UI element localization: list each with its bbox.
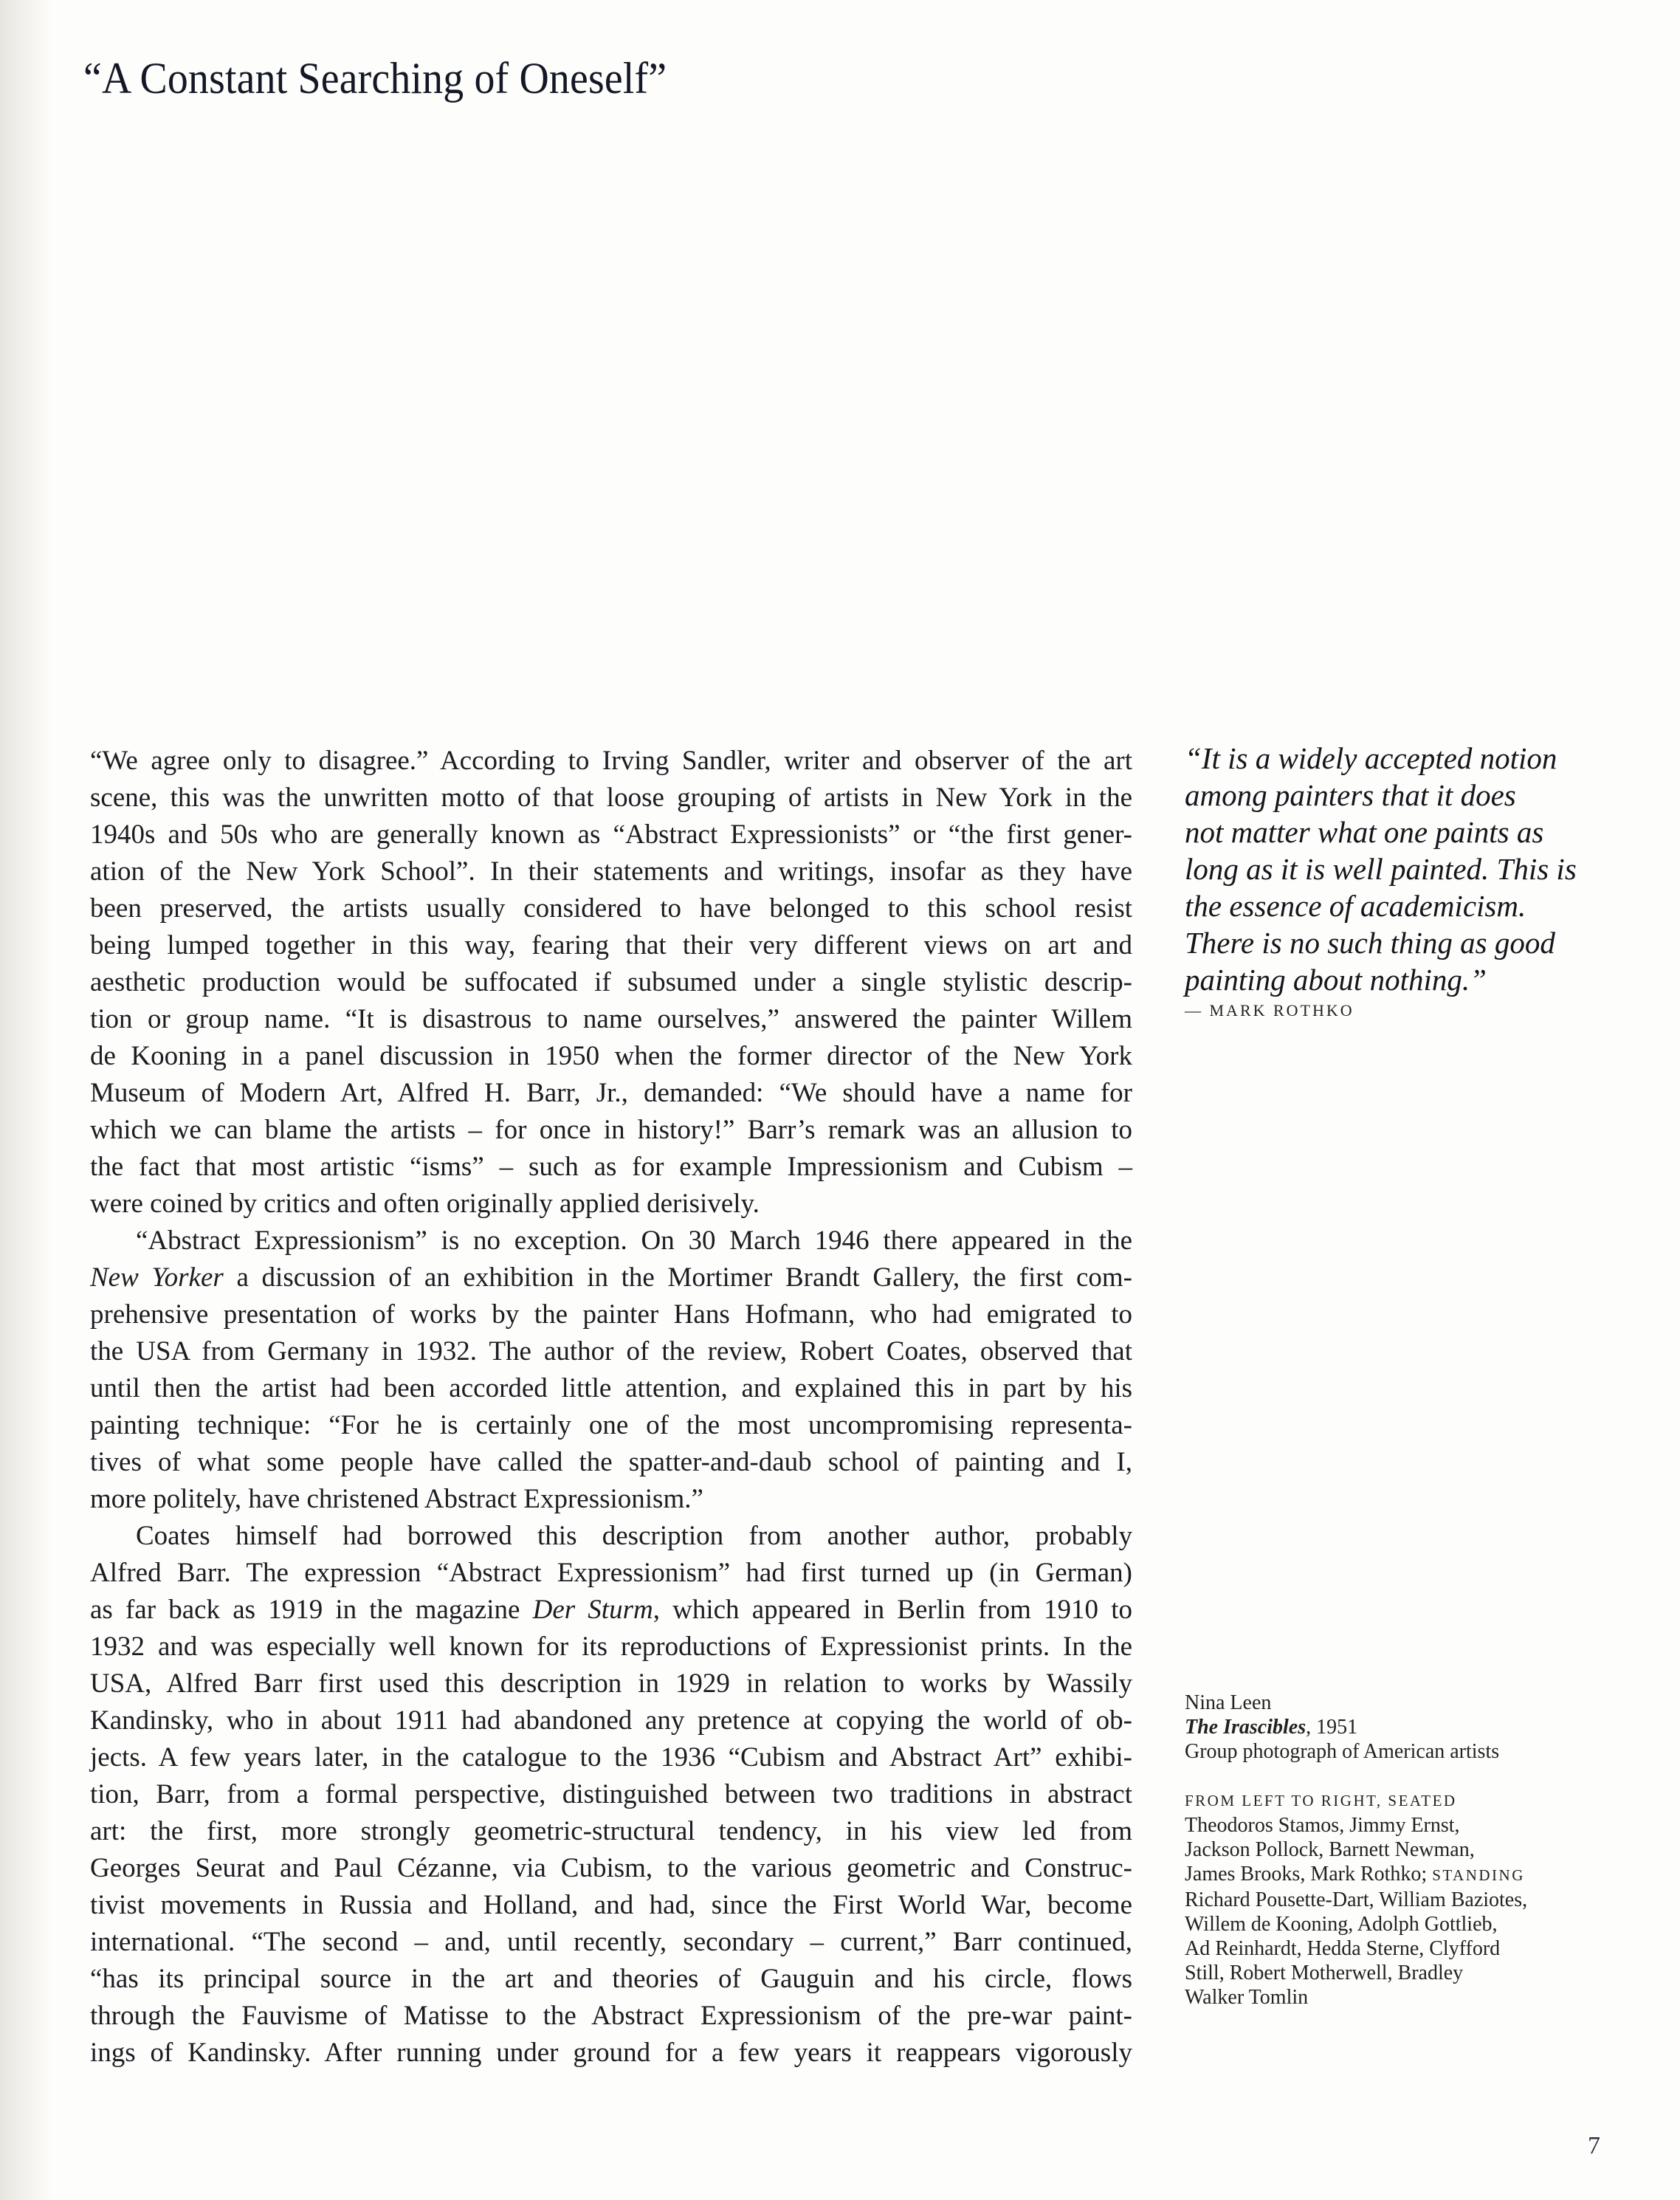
- text-run: de Kooning in a panel discussion in 1950 when the former director of the New York: [90, 1041, 1132, 1071]
- body-text-line: [90, 1629, 1132, 1666]
- body-text-line: [90, 1555, 1132, 1592]
- pull-quote-line: the essence of academicism.: [1185, 889, 1526, 923]
- italic-title: New Yorker: [90, 1262, 224, 1293]
- body-text-line: [90, 1407, 1132, 1444]
- artist-names: Ad Reinhardt, Hedda Sterne, Clyfford: [1185, 1937, 1501, 1960]
- caption-work-line: [1185, 1715, 1613, 1739]
- body-text-line: [90, 1296, 1132, 1333]
- body-text-line: [90, 1149, 1132, 1186]
- text-run: the fact that most artistic “isms” – such as for example Impressionism and Cubism –: [90, 1152, 1132, 1182]
- caption-description: Group photograph of American artists: [1185, 1740, 1500, 1763]
- body-text-line: [90, 1112, 1132, 1149]
- text-run: as far back as 1919 in the magazine: [90, 1595, 533, 1625]
- caption-names-line: [1185, 1888, 1613, 1912]
- text-run: “Abstract Expressionism” is no exception. On 30 March 1946 there appeared in the: [136, 1226, 1132, 1256]
- italic-title: Der Sturm: [532, 1595, 653, 1625]
- text-run: through the Fauvisme of Matisse to the Abstract Expressionism of the pre-war paint-: [90, 2001, 1132, 2031]
- text-run: scene, this was the unwritten motto of that loose grouping of artists in New York in the: [90, 783, 1132, 813]
- body-text-line: [90, 1998, 1132, 2035]
- text-run: prehensive presentation of works by the painter Hans Hofmann, who had emigrated to: [90, 1299, 1132, 1330]
- pull-quote-line: “It is a widely accepted notion: [1185, 741, 1557, 775]
- artist-names: Still, Robert Motherwell, Bradley: [1185, 1962, 1464, 1984]
- text-run: tivist movements in Russia and Holland, and had, since the First World War, become: [90, 1890, 1132, 1920]
- artist-names: Jackson Pollock, Barnett Newman,: [1185, 1838, 1475, 1861]
- text-run: Kandinsky, who in about 1911 had abandoned any pretence at copying the world of ob-: [90, 1705, 1132, 1736]
- caption-spacer: [1185, 1764, 1613, 1789]
- body-text-line: [90, 853, 1132, 890]
- text-run: Alfred Barr. The expression “Abstract Expressionism” had first turned up (in German): [90, 1558, 1132, 1588]
- caption-names-line: [1185, 1936, 1613, 1961]
- body-text-line: [90, 1444, 1132, 1481]
- pull-quote-attribution: — MARK ROTHKO: [1185, 1001, 1354, 1020]
- text-run: ation of the New York School”. In their statements and writings, insofar as they have: [90, 856, 1132, 887]
- text-run: were coined by critics and often originally applied derisively.: [90, 1189, 760, 1219]
- text-run: “We agree only to disagree.” According to Irving Sandler, writer and observer of the art: [90, 746, 1132, 776]
- caption-names-line: [1185, 1961, 1613, 1985]
- body-text-line: [90, 1259, 1132, 1296]
- body-text-line: [90, 1333, 1132, 1370]
- body-text-line: [90, 964, 1132, 1001]
- text-run: which we can blame the artists – for once in history!” Barr’s remark was an allusion to: [90, 1115, 1132, 1145]
- page-number: 7: [1588, 2132, 1600, 2159]
- body-text-line: [90, 2035, 1132, 2072]
- text-run: tion, Barr, from a formal perspective, distinguished between two traditions in abstract: [90, 1779, 1132, 1809]
- text-run: been preserved, the artists usually considered to have belonged to this school resist: [90, 893, 1132, 924]
- body-text-line: [90, 1592, 1132, 1629]
- body-text-line: [90, 1038, 1132, 1075]
- caption-photographer: Nina Leen: [1185, 1691, 1272, 1714]
- body-text-line: [90, 1223, 1132, 1259]
- body-text-line: [90, 780, 1132, 817]
- text-run: until then the artist had been accorded little attention, and explained this in part by his: [90, 1373, 1132, 1403]
- body-text-line: [90, 743, 1132, 780]
- caption-work-year: , 1951: [1306, 1716, 1358, 1739]
- body-text-line: [90, 1739, 1132, 1776]
- pull-quote-line: painting about nothing.”: [1185, 963, 1487, 997]
- caption-names-line: [1185, 1838, 1613, 1862]
- body-text-line: [90, 1776, 1132, 1813]
- body-text-line: [90, 1887, 1132, 1924]
- caption-names-line: [1185, 1985, 1613, 2010]
- photo-caption: [1185, 1691, 1613, 2010]
- text-run: tives of what some people have called the spatter-and-daub school of painting and I,: [90, 1447, 1132, 1477]
- body-text-line: [90, 1075, 1132, 1112]
- body-text-column: [90, 743, 1132, 2072]
- body-text-line: [90, 1813, 1132, 1850]
- caption-names-line: [1185, 1862, 1613, 1888]
- text-run: ings of Kandinsky. After running under ground for a few years it reappears vigorously: [90, 2038, 1132, 2068]
- text-run: more politely, have christened Abstract Expressionism.”: [90, 1484, 703, 1514]
- body-text-line: [90, 1518, 1132, 1555]
- body-text-line: [90, 890, 1132, 927]
- artist-names: Theodoros Stamos, Jimmy Ernst,: [1185, 1814, 1460, 1837]
- body-text-line: [90, 1666, 1132, 1702]
- text-run: jects. A few years later, in the catalogue to the 1936 “Cubism and Abstract Art” exhibi-: [90, 1742, 1132, 1773]
- caption-names: [1185, 1813, 1613, 2010]
- pull-quote-line: long as it is well painted. This is: [1185, 852, 1577, 886]
- body-text-line: [90, 1702, 1132, 1739]
- body-text-line: [90, 1186, 1132, 1223]
- pull-quote-line: not matter what one paints as: [1185, 815, 1544, 849]
- caption-seated-label: FROM LEFT TO RIGHT, SEATED: [1185, 1792, 1457, 1809]
- text-run: “has its principal source in the art and theories of Gauguin and his circle, flows: [90, 1964, 1132, 1994]
- body-text-line: [90, 817, 1132, 853]
- body-text-line: [90, 1924, 1132, 1961]
- body-text-line: [90, 1370, 1132, 1407]
- artist-names: Richard Pousette-Dart, William Baziotes,: [1185, 1888, 1528, 1911]
- body-text-line: [90, 1481, 1132, 1518]
- pull-quote: [1185, 740, 1613, 1020]
- text-run: 1932 and was especially well known for its reproductions of Expressionist prints. In the: [90, 1632, 1132, 1662]
- body-text-line: [90, 1001, 1132, 1038]
- text-run: a discussion of an exhibition in the Mortimer Brandt Gallery, the first com-: [223, 1262, 1132, 1293]
- text-run: tion or group name. “It is disastrous to name ourselves,” answered the painter Willem: [90, 1004, 1132, 1034]
- caption-standing-label: STANDING: [1432, 1866, 1525, 1884]
- pull-quote-line: among painters that it does: [1185, 778, 1516, 812]
- artist-names: Willem de Kooning, Adolph Gottlieb,: [1185, 1913, 1498, 1936]
- body-text-line: [90, 1850, 1132, 1887]
- body-text-line: [90, 927, 1132, 964]
- text-run: USA, Alfred Barr first used this description in 1929 in relation to works by Wassily: [90, 1668, 1132, 1699]
- text-run: Georges Seurat and Paul Cézanne, via Cubism, to the various geometric and Construc-: [90, 1853, 1132, 1883]
- text-run: painting technique: “For he is certainly one of the most uncompromising representa-: [90, 1410, 1132, 1440]
- artist-names: Walker Tomlin: [1185, 1986, 1309, 2009]
- text-run: art: the first, more strongly geometric-structural tendency, in his view led from: [90, 1816, 1132, 1846]
- pull-quote-line: There is no such thing as good: [1185, 926, 1555, 960]
- artist-names: James Brooks, Mark Rothko;: [1185, 1863, 1433, 1886]
- caption-work-title: The Irascibles: [1185, 1716, 1307, 1739]
- chapter-title: “A Constant Searching of Oneself”: [83, 54, 667, 103]
- text-run: , which appeared in Berlin from 1910 to: [653, 1595, 1132, 1625]
- text-run: the USA from Germany in 1932. The author of the review, Robert Coates, observed that: [90, 1336, 1132, 1367]
- text-run: being lumped together in this way, fearing that their very different views on art and: [90, 930, 1132, 960]
- page-spine-shadow: [0, 0, 52, 2200]
- text-run: 1940s and 50s who are generally known as “Abstract Expressionists” or “the first gener-: [90, 819, 1132, 850]
- text-run: Coates himself had borrowed this description from another author, probably: [136, 1521, 1132, 1551]
- text-run: international. “The second – and, until recently, secondary – current,” Barr continued,: [90, 1927, 1132, 1957]
- body-text-line: [90, 1961, 1132, 1998]
- caption-names-line: [1185, 1813, 1613, 1838]
- text-run: Museum of Modern Art, Alfred H. Barr, Jr., demanded: “We should have a name for: [90, 1078, 1132, 1108]
- caption-names-line: [1185, 1912, 1613, 1936]
- text-run: aesthetic production would be suffocated if subsumed under a single stylistic descrip-: [90, 967, 1132, 997]
